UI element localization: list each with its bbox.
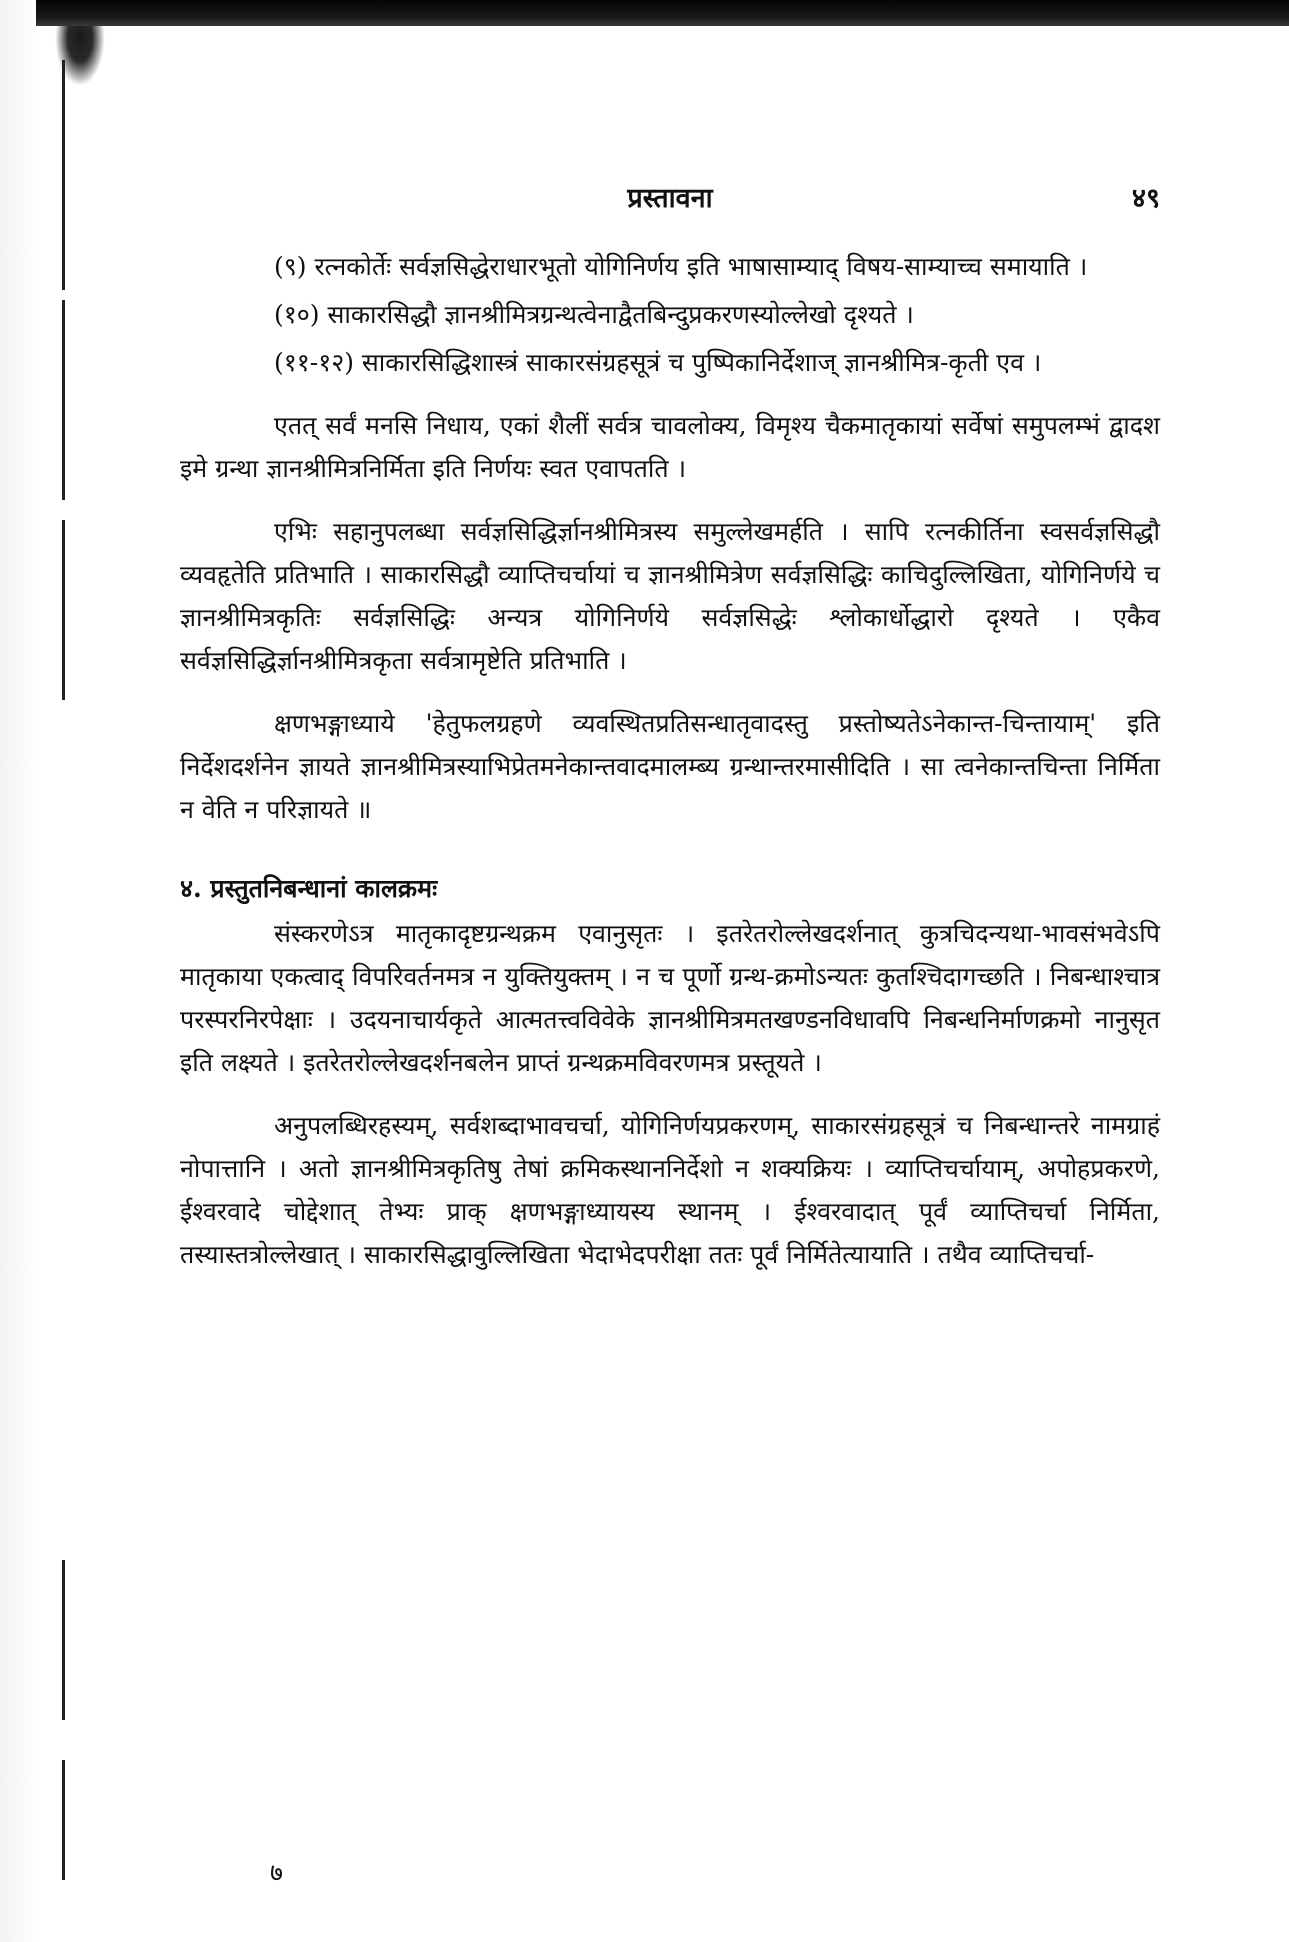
section-paragraph: संस्करणेऽत्र मातृकादृष्टग्रन्थक्रम एवानुसृतः । इतरेतरोल्लेखदर्शनात् कुत्रचिदन्यथा-भावसंभवेऽपि मातृकाया एकत्वाद् विपरिवर्तनमत्र न युक्तियुक्तम् । न च पूर्णो ग्रन्थ-क्रमोऽन्यतः कुतश्चिदागच्छति । निबन्धाश्चात्र परस्परनिरपेक्षाः । उदयनाचार्यकृते आत्मतत्त्वविवेके ज्ञानश्रीमित्रमतखण्डनविधावपि निबन्धनिर्माणक्रमो नानुसृत इति लक्ष्यते । इतरेतरोल्लेखदर्शनबलेन प्राप्तं ग्रन्थक्रमविवरणमत्र प्रस्तूयते । — [180, 919, 1160, 1077]
paragraph-item-9: (९) रत्नकोर्तेः सर्वज्ञसिद्धेराधारभूतो योगिनिर्णय इति भाषासाम्याद् विषय-साम्याच्च समायाति । — [274, 252, 1088, 281]
scan-left-margin — [0, 0, 36, 1942]
section-paragraph: अनुपलब्धिरहस्यम्, सर्वशब्दाभावचर्चा, योगिनिर्णयप्रकरणम्, साकारसंग्रहसूत्रं च निबन्धान्तरे नामग्राहं नोपात्तानि । अतो ज्ञानश्रीमित्रकृतिषु तेषां क्रमिकस्थाननिर्देशो न शक्यक्रियः । व्याप्तिचर्चायाम्, अपोहप्रकरणे, ईश्वरवादे चोद्देशात् तेभ्यः प्राक् क्षणभङ्गाध्यायस्य स्थानम् । ईश्वरवादात् पूर्वं व्याप्तिचर्चा निर्मिता, तस्यास्तत्रोल्लेखात् । साकारसिद्धावुल्लिखिता भेदाभेदपरीक्षा ततः पूर्वं निर्मितेत्यायाति । तथैव व्याप्तिचर्चा- — [180, 1111, 1160, 1269]
paragraph-conclusion: एतत् सर्वं मनसि निधाय, एकां शैलीं सर्वत्र चावलोक्य, विमृश्य चैकमातृकायां सर्वेषां समुपलम्भं द्वादश इमे ग्रन्था ज्ञानश्रीमित्रनिर्मिता इति निर्णयः स्वत एवापतति । — [180, 411, 1160, 483]
page-header — [180, 178, 1160, 218]
paragraph-item-11-12: (११-१२) साकारसिद्धिशास्त्रं साकारसंग्रहसूत्रं च पुष्पिकानिर्देशाज् ज्ञानश्रीमित्र-कृती एव । — [274, 348, 1042, 377]
binding-line — [62, 1760, 65, 1880]
paragraph-item-10: (१०) साकारसिद्धौ ज्ञानश्रीमित्रग्रन्थत्वेनाद्वैतबिन्दुप्रकरणस्योल्लेखो दृश्यते । — [274, 300, 914, 329]
binding-line — [62, 300, 65, 500]
running-title: प्रस्तावना — [627, 183, 713, 214]
scan-top-border — [0, 0, 1289, 26]
page-body — [180, 245, 1160, 1281]
binding-line — [62, 520, 65, 700]
binding-line — [62, 60, 65, 290]
page-number: ४९ — [1131, 183, 1160, 214]
binding-line — [62, 1560, 65, 1720]
paragraph-anekanta: क्षणभङ्गाध्याये 'हेतुफलग्रहणे व्यवस्थितप्रतिसन्धातृवादस्तु प्रस्तोष्यतेऽनेकान्त-चिन्तायाम्' इति निर्देशदर्शनेन ज्ञायते ज्ञानश्रीमित्रस्याभिप्रेतमनेकान्तवादमालम्ब्य ग्रन्थान्तरमासीदिति । सा त्वनेकान्तचिन्ता निर्मिता न वेति न परिज्ञायते ॥ — [180, 709, 1160, 824]
signature-mark: ७ — [270, 1858, 284, 1887]
section-heading: ४. प्रस्तुतनिबन्धानां कालक्रमः — [180, 874, 438, 903]
paragraph-sarvajnasiddhi: एभिः सहानुपलब्धा सर्वज्ञसिद्धिर्ज्ञानश्रीमित्रस्य समुल्लेखमर्हति । सापि रत्नकीर्तिना स्वसर्वज्ञसिद्धौ व्यवहृतेति प्रतिभाति । साकारसिद्धौ व्याप्तिचर्चायां च ज्ञानश्रीमित्रेण सर्वज्ञसिद्धिः काचिदुल्लिखिता, योगिनिर्णये च ज्ञानश्रीमित्रकृतिः सर्वज्ञसिद्धिः अन्यत्र योगिनिर्णये सर्वज्ञसिद्धेः श्लोकार्धोद्धारो दृश्यते । एकैव सर्वज्ञसिद्धिर्ज्ञानश्रीमित्रकृता सर्वत्रामृष्टेति प्रतिभाति । — [180, 517, 1160, 675]
